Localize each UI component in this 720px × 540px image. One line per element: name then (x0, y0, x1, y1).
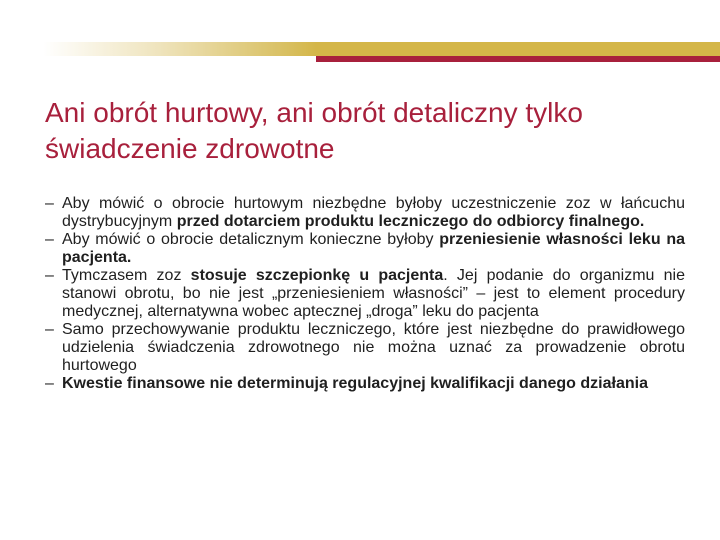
bullet-item (45, 375, 685, 393)
decorative-gold-bar (0, 42, 720, 56)
bullet-text: Samo przechowywanie produktu leczniczego, które jest niezbędne do prawidłowego udzielenia świadczenia zdrowotnego nie można uznać za prowadzenie obrotu hurtowego (62, 321, 685, 374)
bullet-dash: – (45, 195, 54, 212)
slide-title: Ani obrót hurtowy, ani obrót detaliczny tylko świadczenie zdrowotne (45, 97, 583, 164)
bullet-item (45, 321, 685, 375)
bullet-dash: – (45, 267, 54, 284)
bullet-item (45, 267, 685, 321)
bullet-dash: – (45, 375, 54, 392)
bullet-dash: – (45, 231, 54, 248)
bullet-text: Tymczasem zoz (62, 267, 191, 284)
bullet-text: . Jej podanie do organizmu nie stanowi obrotu, bo nie jest „przeniesieniem własności” – jest to element procedury medycznej, alternatywna wobec aptecznej „droga” leku do pacjenta (62, 267, 686, 320)
decorative-red-bar (316, 56, 720, 62)
bullet-item (45, 231, 685, 267)
bullet-bold-text: Kwestie finansowe nie determinują regulacyjnej kwalifikacji danego działania (62, 375, 648, 392)
bullet-bold-text: stosuje szczepionkę u pacjenta (190, 267, 444, 284)
bullet-dash: – (45, 321, 54, 338)
bullet-item (45, 195, 685, 231)
bullet-text: Aby mówić o obrocie detalicznym konieczne byłoby (62, 231, 440, 248)
bullet-bold-text: przeniesienie własności leku na pacjenta. (62, 231, 686, 266)
bullet-list (45, 195, 685, 393)
bullet-bold-text: przed dotarciem produktu leczniczego do odbiorcy finalnego. (176, 213, 645, 230)
bullet-text: Aby mówić o obrocie hurtowym niezbędne byłoby uczestniczenie zoz w łańcuchu dystrybucyjnym (62, 195, 685, 230)
